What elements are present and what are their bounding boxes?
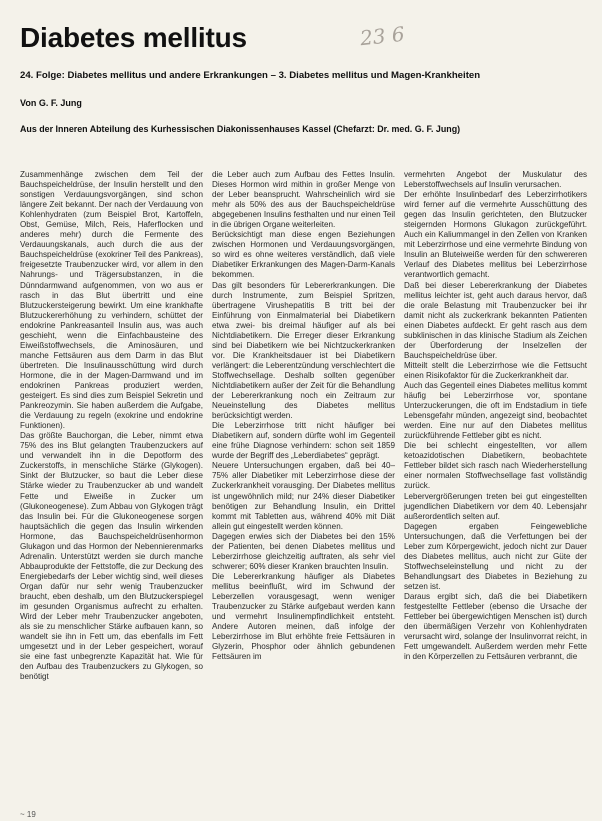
paragraph: Die bei schlecht eingestellten, vor allem ketoazidotischen Diabetikern, beobachtete Fettleber bildet sich rasch nach Wiederherstellung einer normalen Stoffwechsellage fast vollständig zurück.	[404, 441, 587, 491]
paragraph: Berücksichtigt man diese engen Beziehungen zwischen Hormonen und Verdauungsvorgängen, so wird es ohne weiteres verständlich, daß viele Diabetiker Erkrankungen des Magen-Darm-Kanals bekommen.	[212, 230, 395, 280]
paragraph: Daraus ergibt sich, daß die bei Diabetikern festgestellte Fettleber (ebenso die Ursache der Fettleber bei übergewichtigen Menschen ist) durch den übermäßigen Verzehr von Kohlenhydraten verursacht wird, solange der Insulinvorrat reicht, in Fett umgewandelt. Außerdem werden mehr Fette in den Körperzellen zu Fettsäuren verbrannt, die	[404, 591, 587, 662]
author-line: Von G. F. Jung	[20, 98, 82, 108]
paragraph: Das größte Bauchorgan, die Leber, nimmt etwa 75% des ins Blut gelangten Traubenzuckers auf und verwandelt ihn in die Depotform des Zuckerstoffs, in menschliche Stärke (Glykogen). Sinkt der Blutzucker, so baut die Leber diese Stärke wieder zu Traubenzucker ab und wandelt Fette und Eiweiße in Zucker um (Glukoneogenese). Zum Abbau von Glykogen trägt das Insulin bei. Für die Glukoneogenese sorgen hauptsächlich die gegen das Insulin wirkenden Hormone, das Bauchspeicheldrüsenhormon Glukagon und das Hormon der Nebennierenmarks Adrenalin. Unterstützt werden sie durch manche Abbauprodukte der Fettstoffe, die zur Deckung des Energiebedarfs der Leber wichtig sind, weil dieses Organ dafür nur sehr wenig Traubenzucker braucht, eben deshalb, um den Blutzuckerspiegel im gesunden Organismus aufrecht zu erhalten. Wird der Leber mehr Traubenzucker angeboten, als sie zu menschlicher Stärke aufbauen kann, so wandelt sie ihn in Fett um, das ebenfalls im Fett umgesetzt und in der Leber gespeichert, worauf sie eine fast unbegrenzte Kapazität hat. Wie für den Aufbau des Traubenzuckers zu Glykogen, so benötigt	[20, 431, 203, 682]
text-column-1	[20, 170, 203, 810]
paragraph: Dagegen erwies sich der Diabetes bei den 15% der Patienten, bei denen Diabetes mellitus und Leberzirrhose gleichzeitig auftraten, als sehr viel schwerer; 60% dieser Kranken brauchten Insulin.	[212, 531, 395, 571]
article-subtitle: 24. Folge: Diabetes mellitus und andere Erkrankungen – 3. Diabetes mellitus und Magen-Krankheiten	[20, 70, 481, 81]
paragraph: Dagegen ergaben Feingewebliche Untersuchungen, daß die Verfettungen bei der Leber zum Körpergewicht, jedoch nicht zur Dauer des Diabetes mellitus, auch nicht zur Güte der Stoffwechseleinstellung und nicht zu der Behandlungsart des Diabetes in Beziehung zu setzen ist.	[404, 521, 587, 591]
handwritten-note: 23 6	[358, 21, 406, 51]
paragraph: Auch das Gegenteil eines Diabetes mellitus kommt häufig bei Leberzirrhose vor, spontane Unterzuckerungen, die oft im Endstadium in tiefe Lebensgefahr münden, angezeigt sind, beobachtet werden. Eine nur auf den Diabetes mellitus zurückführende Fettleber gibt es nicht.	[404, 380, 587, 441]
paragraph: Die Leberzirrhose tritt nicht häufiger bei Diabetikern auf, sondern dürfte wohl im Gegenteil eine frühe Diagnose verhindern: schon seit 1859 wurde der Begriff des „Leberdiabetes“ geprägt.	[212, 421, 395, 461]
paragraph: die Leber auch zum Aufbau des Fettes Insulin. Dieses Hormon wird mithin in großer Menge von der Leber beansprucht. Wahrscheinlich wird sie mehr als 50% des aus der Bauchspeicheldrüse abgegebenen Insulins festhalten und nur einen Teil in die übrigen Organe weiterleiten.	[212, 170, 395, 230]
paragraph: Der erhöhte Insulinbedarf des Leberzirrhotikers wird ferner auf die vermehrte Ausschüttung des gegen das Insulin gerichteten, den Blutzucker steigernden Hormons Glukagon zurückgeführt. Auch ein Kaliummangel in den Zellen von Kranken mit Leberzirrhose und eine vermehrte Bindung von Insulin an Bluteiweiße werden für den schwereren Verlauf des Diabetes mellitus bei Leberzirrhose verantwortlich gemacht.	[404, 190, 587, 280]
paragraph: Daß bei dieser Lebererkrankung der Diabetes mellitus leichter ist, geht auch daraus hervor, daß die orale Belastung mit Traubenzucker bei ihr damit nicht als zuckerkrank bekannten Patienten einen Diabetes aufdeckt. Er geht rasch aus dem subklinischen in das klinische Stadium als Zeichen der Überforderung der Inselzellen der Bauchspeicheldrüse über.	[404, 280, 587, 360]
text-column-2	[212, 170, 395, 810]
paragraph: Neuere Untersuchungen ergaben, daß bei 40–75% aller Diabetiker mit Leberzirrhose diese der Zuckerkrankheit vorausging. Der Diabetes mellitus ist ungewöhnlich mild; nur 24% dieser Diabetiker benötigen zur Behandlung Insulin, ein Drittel kommt mit Tabletten aus, während 40% mit Diät allein gut eingestellt werden können.	[212, 461, 395, 531]
paragraph: Das gilt besonders für Lebererkrankungen. Die durch Instrumente, zum Beispiel Spritzen, übertragene Virushepatitis B tritt bei der Einführung von Einmalmaterial bei Diabetikern etwa zwei- bis dreimal häufiger auf als bei Nichtdiabetikern. Die Erreger dieser Erkrankung sind bei Diabetikern wie bei Nichtzuckerkranken vor. Die Krankheitsdauer ist bei Diabetikern verlängert: die Leberentzündung verschlechtert die Stoffwechsellage. Deshalb sollten gegenüber Nichtdiabetikern außer der Zeit für die Behandlung der Lebererkrankung noch ein Zeitraum zur Neueinstellung des Diabetes mellitus berücksichtigt werden.	[212, 280, 395, 421]
paragraph: Lebervergrößerungen treten bei gut eingestellten jugendlichen Diabetikern vor dem 40. Lebensjahr außerordentlich selten auf.	[404, 491, 587, 521]
affiliation-line: Aus der Inneren Abteilung des Kurhessischen Diakonissenhauses Kassel (Chefarzt: Dr. med. G. F. Jung)	[20, 124, 461, 134]
paragraph: Zusammenhänge zwischen dem Teil der Bauchspeicheldrüse, der Insulin herstellt und den sonstigen Verdauungsvorgängen, sind schon längere Zeit bekannt. Der nach der Verdauung von Kohlenhydraten (zum Beispiel Brot, Kartoffeln, Obst, Gemüse, Milch, Reis, Haferflocken und anderes mehr) durch die Fermente des Verdauungskanals, auch durch die aus der Bauchspeicheldrüse (exokriner Teil des Pankreas), freigesetzte Traubenzucker wird, vor allem in den Nahrungs- und Trägersubstanzen, in die Dünndarmwand aufgenommen, von wo aus er rasch in das Blut übertritt und eine Blutzuckersteigerung bewirkt. Um eine krankhafte Blutzuckererhöhung zu verhindern, schüttet der endokrine Pankreasanteil Insulin aus, was auch geschieht, wenn die Einfachbausteine des Eiweißstoffwechsels, die Aminosäuren, und manche Fettsäuren aus dem Darm in das Blut übertreten. Die Insulinausschüttung wird durch Hormone, die in der Magen-Darmwand und im endokrinen Pankreas produziert werden, gesteigert. Es sind dies zum Beispiel Sekretin und Pankreozymin. Sie haben außerdem die Aufgabe, die Verdauung zu regeln (exokrine und endokrine Funktionen).	[20, 170, 203, 431]
paragraph: Die Lebererkrankung häufiger als Diabetes mellitus beeinflußt, wird im Schwund der Leberzellen vorausgesagt, wenn weniger Traubenzucker zu Stärke aufgebaut werden kann und vermehrt Insulinempfindlichkeit entsteht. Andere Autoren meinen, daß infolge der Leberzirrhose im Blut erhöhte freie Fettsäuren in Glyzerin, Phosphor oder ähnlich gebundenen Fettsäuren im	[212, 571, 395, 662]
paragraph: vermehrten Angebot der Muskulatur des Leberstoffwechsels auf Insulin verursachen.	[404, 170, 587, 190]
paragraph: Mitteilt stellt die Leberzirrhose wie die Fettsucht einen Risikofaktor für die Zuckerkrankheit dar.	[404, 360, 587, 380]
text-column-3	[404, 170, 587, 810]
article-title: Diabetes mellitus	[20, 22, 247, 53]
page-folio: ~ 19	[20, 810, 36, 819]
